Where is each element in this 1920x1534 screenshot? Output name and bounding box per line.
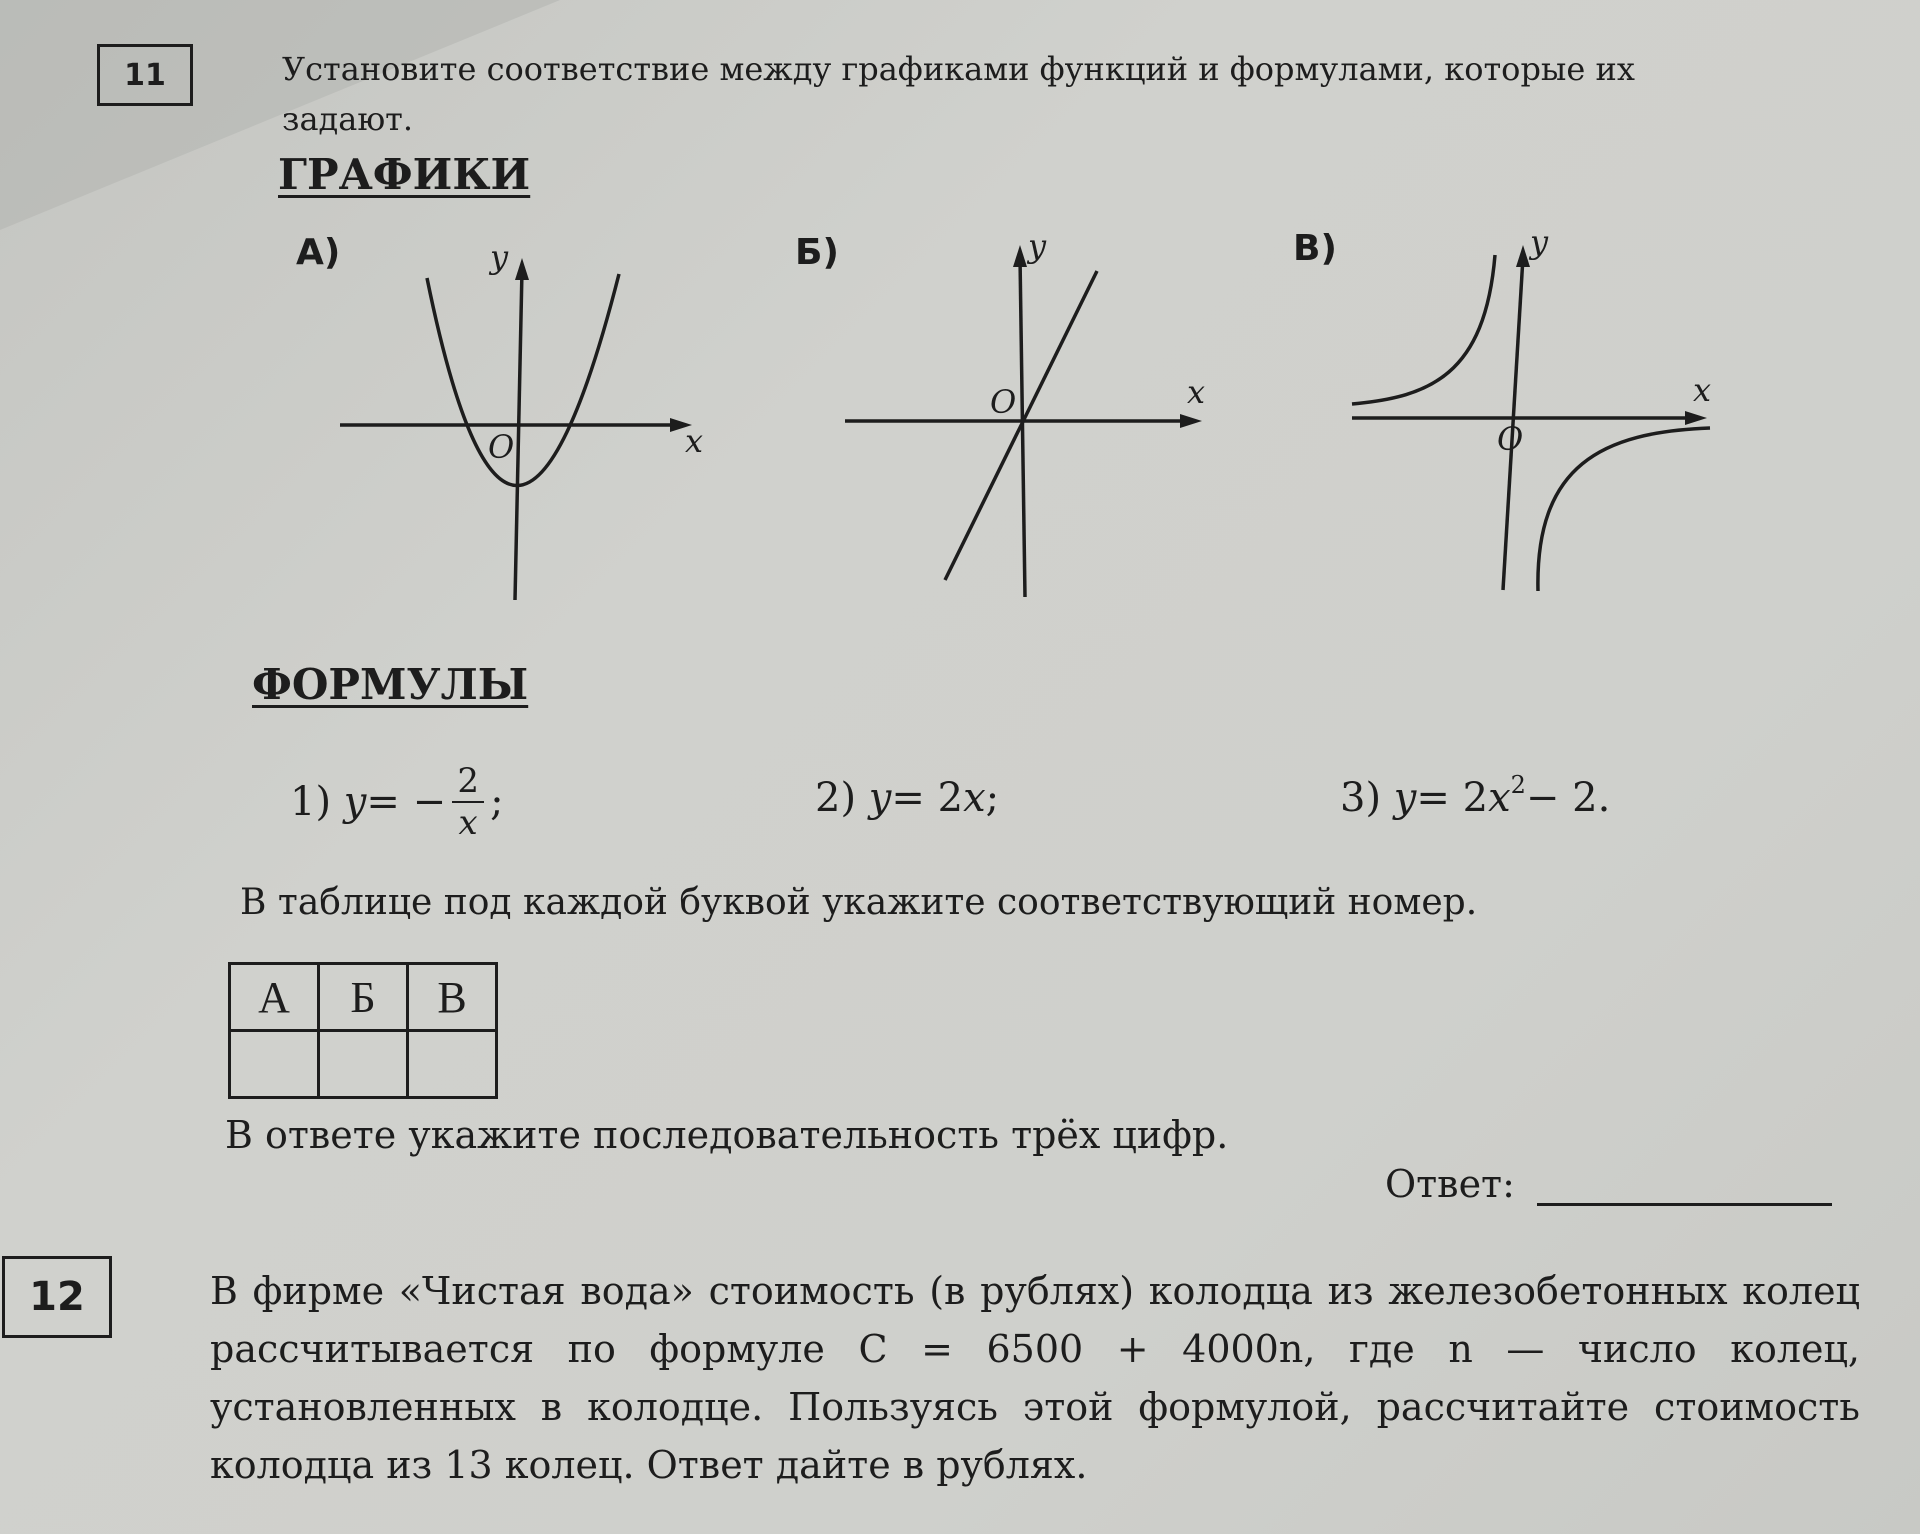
graph-a-origin: O: [488, 428, 515, 466]
answer-cell-c[interactable]: [408, 1031, 497, 1098]
graph-b-origin: O: [990, 383, 1017, 421]
graph-c-label: В): [1293, 228, 1337, 269]
graph-b-y-label: y: [1028, 227, 1047, 265]
graph-c-origin: O: [1497, 420, 1524, 458]
graph-b-label: Б): [795, 232, 839, 273]
graphs-title: ГРАФИКИ: [278, 150, 531, 199]
answer-label: Ответ:: [1385, 1162, 1515, 1206]
graph-c-x-arrow: [1685, 411, 1707, 425]
formula-1-fraction: $\frac{2}{x}$: [452, 761, 484, 843]
graph-c-y-arrow: [1516, 245, 1530, 267]
answer-row: [1385, 1162, 1832, 1206]
graph-a-x-label: x: [685, 422, 704, 460]
task-number-11: 11: [97, 44, 193, 106]
table-instruction: В таблице под каждой буквой укажите соответствующий номер.: [240, 882, 1478, 923]
answer-table: [228, 962, 498, 1099]
answer-cell-b[interactable]: [319, 1031, 408, 1098]
answer-field[interactable]: [1537, 1165, 1832, 1206]
graph-a-label: А): [296, 232, 341, 273]
graph-a-y-axis: [515, 270, 522, 600]
answer-table-header-row: [230, 964, 497, 1031]
graph-c-branch-left: [1352, 255, 1495, 404]
graph-b-x-arrow: [1180, 414, 1202, 428]
graph-c-branch-right: [1538, 428, 1710, 591]
graph-a-parabola: [427, 274, 619, 486]
formula-1: 1) y = − $\frac{2}{x}$ ;: [290, 761, 504, 843]
task-number-12: 12: [2, 1256, 112, 1338]
graph-b-y-arrow: [1013, 245, 1027, 267]
graph-c-x-label: x: [1693, 371, 1712, 409]
graph-a: [330, 240, 730, 610]
formula-3: 3) y = 2 x $^2$ − 2.: [1340, 771, 1611, 821]
answer-table-input-row: [230, 1031, 497, 1098]
graph-c-y-label: y: [1530, 225, 1549, 261]
answer-table-header-c: В: [408, 964, 497, 1031]
formulas-title: ФОРМУЛЫ: [252, 660, 529, 709]
formula-2: 2) y = 2 x ;: [815, 775, 1000, 821]
task-11-question: Установите соответствие между графиками функций и формулами, которые их задают.: [282, 50, 1635, 138]
sequence-instruction: В ответе укажите последовательность трёх цифр.: [225, 1113, 1229, 1157]
graph-b-x-label: x: [1187, 373, 1206, 411]
graph-b: [835, 225, 1215, 605]
graph-a-y-arrow: [515, 258, 529, 280]
task-12-text: В фирме «Чистая вода» стоимость (в рублях) колодца из железобетонных колец рассчитывается по формуле C = 6500 + 4000n, где n — число колец, установленных в колодце. Пользуясь этой формулой, рассчитайте стоимость колодца из 13 колец. Ответ дайте в рублях.: [210, 1269, 1860, 1487]
graph-a-y-label: y: [490, 240, 509, 276]
answer-table-header-b: Б: [319, 964, 408, 1031]
graph-c: [1340, 225, 1730, 605]
answer-cell-a[interactable]: [230, 1031, 319, 1098]
answer-table-header-a: А: [230, 964, 319, 1031]
